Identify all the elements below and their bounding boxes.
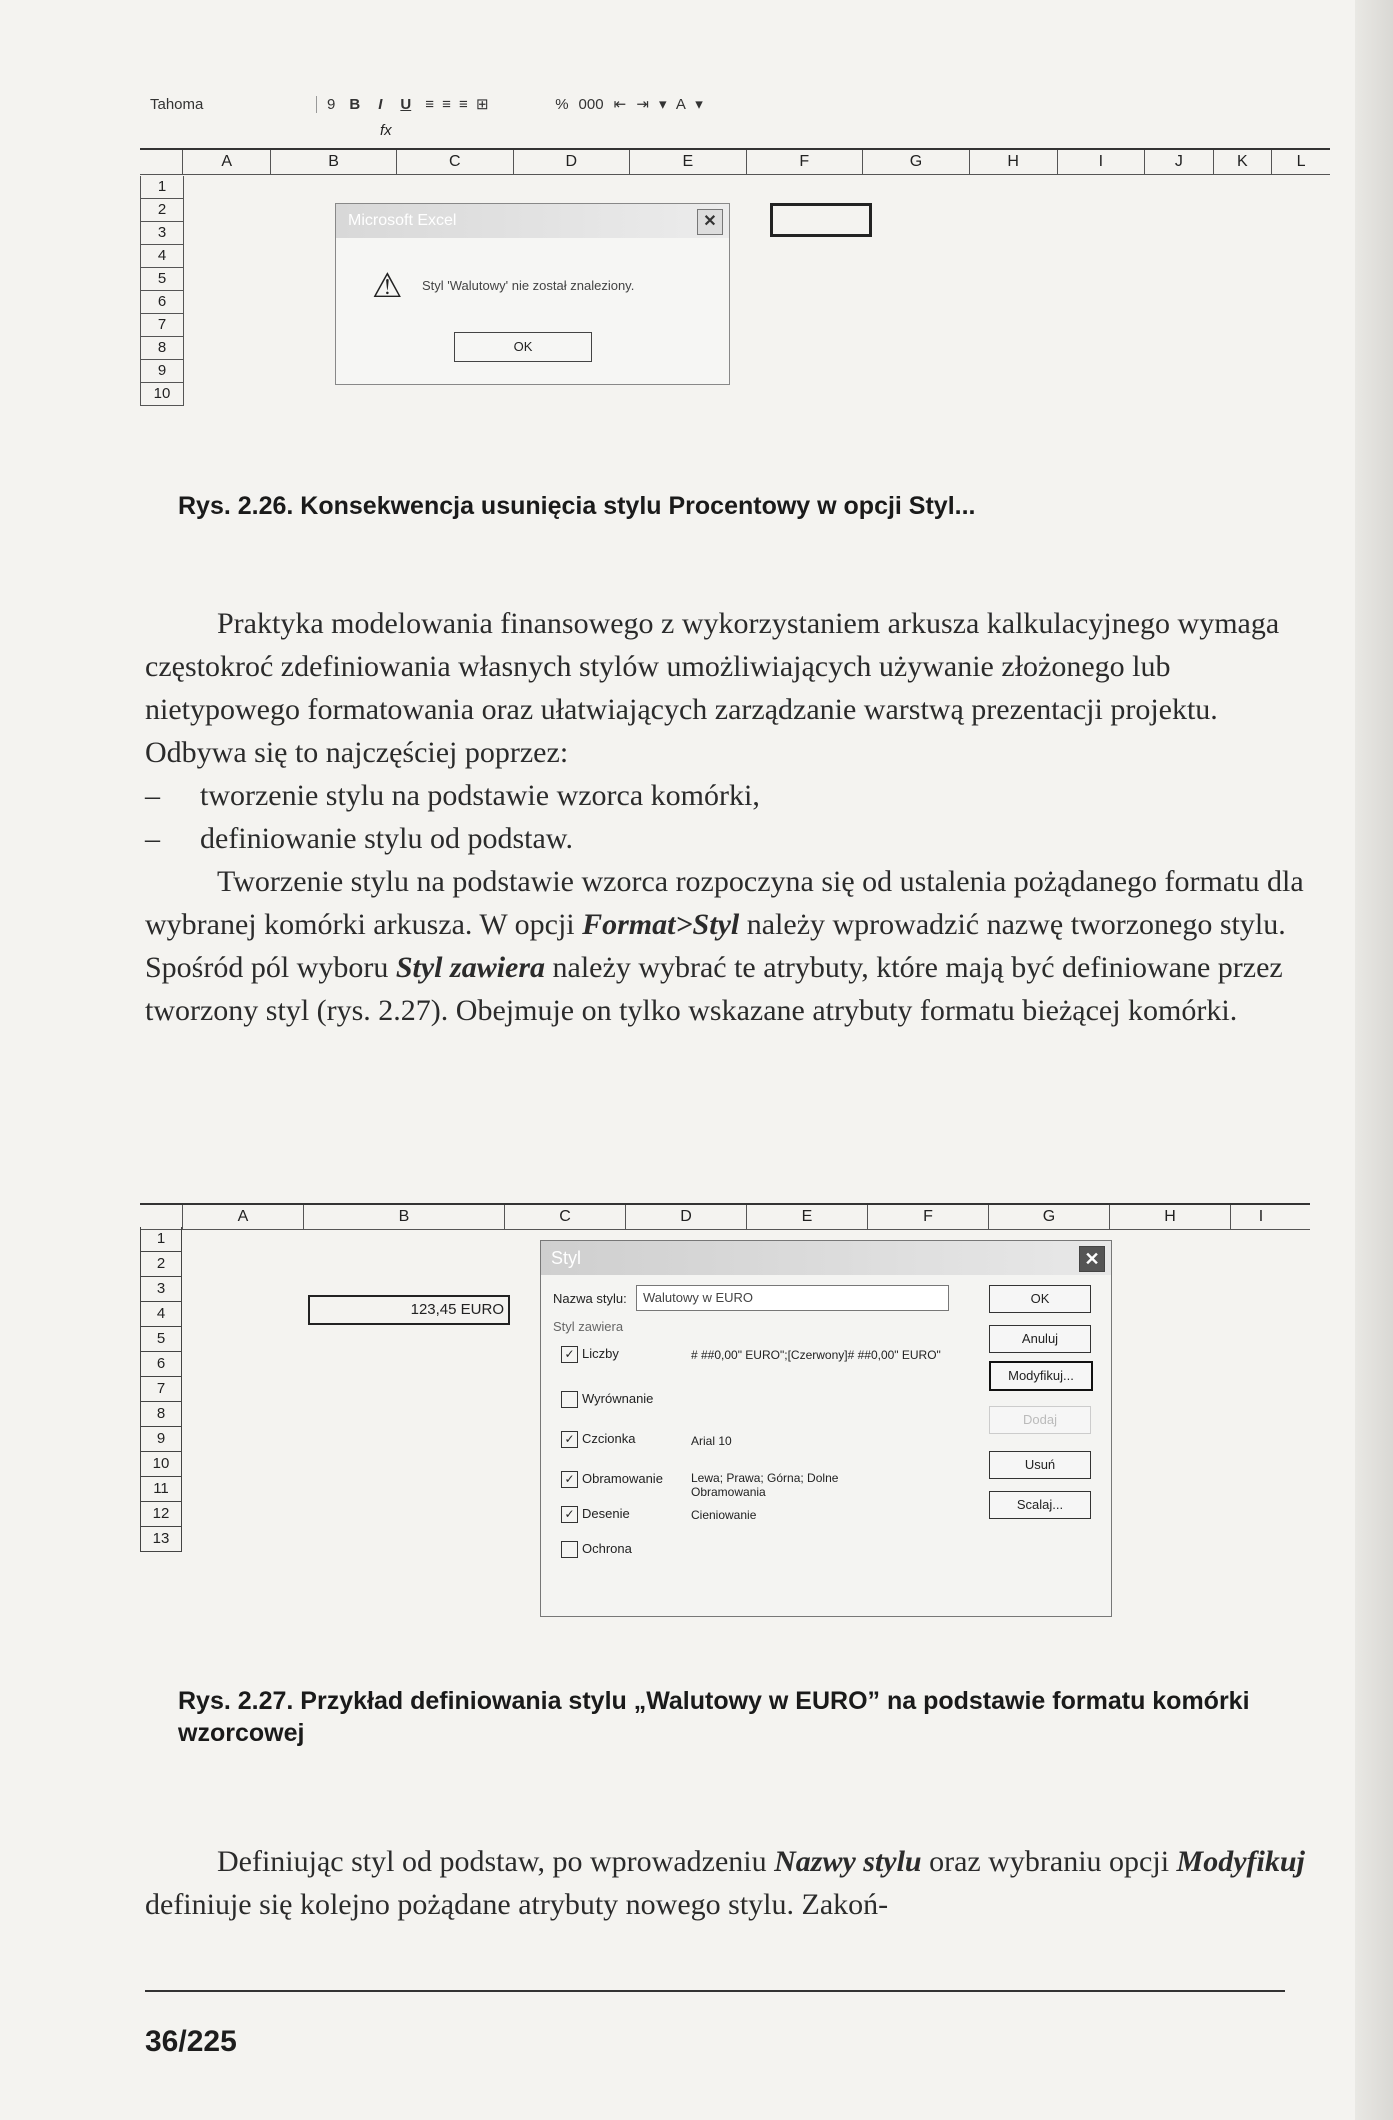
font-name-box[interactable]: Tahoma <box>150 96 317 113</box>
add-button[interactable]: Dodaj <box>989 1406 1091 1434</box>
row-header[interactable]: 12 <box>140 1502 182 1527</box>
column-header[interactable]: C <box>397 150 513 174</box>
row-header[interactable]: 4 <box>140 1302 182 1327</box>
option-protection[interactable] <box>561 1541 632 1558</box>
text-run: Definiując styl od podstaw, po wprowadzeniu <box>217 1845 775 1878</box>
row-header[interactable]: 10 <box>140 1452 182 1477</box>
list-dash: – <box>145 822 160 855</box>
option-label: Obramowanie <box>582 1471 663 1486</box>
row-header[interactable]: 3 <box>140 222 184 245</box>
column-header[interactable]: J <box>1145 150 1213 174</box>
figure-excel-error <box>140 78 1330 438</box>
row-header[interactable]: 7 <box>140 1377 182 1402</box>
column-header[interactable]: F <box>747 150 863 174</box>
close-icon[interactable]: ✕ <box>697 209 723 235</box>
footer-rule <box>145 1990 1285 1992</box>
option-label: Liczby <box>582 1346 619 1361</box>
format-buttons-icon[interactable]: ⇤ ⇥ ▾ A ▾ <box>613 96 706 113</box>
option-numbers[interactable] <box>561 1346 619 1363</box>
row-header[interactable]: 6 <box>140 1352 182 1377</box>
option-label: Ochrona <box>582 1541 632 1556</box>
corner-cell[interactable] <box>140 150 183 174</box>
selected-cell[interactable] <box>770 203 872 237</box>
paragraph <box>145 860 1325 1032</box>
column-header[interactable]: A <box>183 150 271 174</box>
figure-style-dialog <box>140 1195 1310 1625</box>
paragraph <box>145 1840 1325 1926</box>
column-header[interactable]: D <box>514 150 630 174</box>
column-header[interactable]: F <box>868 1205 989 1229</box>
row-headers <box>140 176 184 406</box>
row-header[interactable]: 3 <box>140 1277 182 1302</box>
delete-button[interactable]: Usuń <box>989 1451 1091 1479</box>
checkbox-numbers[interactable]: ✓ <box>561 1346 578 1363</box>
ok-button[interactable]: OK <box>454 332 592 362</box>
dialog-title-text: Microsoft Excel <box>348 212 457 229</box>
text-run: definiuje się kolejno pożądane atrybuty nowego stylu. Zakoń- <box>145 1888 889 1921</box>
option-alignment[interactable] <box>561 1391 653 1408</box>
row-header[interactable]: 2 <box>140 199 184 222</box>
underline-button[interactable]: U <box>400 95 412 113</box>
column-header[interactable]: G <box>863 150 970 174</box>
column-header[interactable]: G <box>989 1205 1110 1229</box>
page-number: 36/225 <box>145 2025 237 2058</box>
checkbox-font[interactable]: ✓ <box>561 1431 578 1448</box>
row-header[interactable]: 10 <box>140 383 184 406</box>
body-text-2 <box>145 1840 1325 1926</box>
row-headers <box>140 1227 182 1552</box>
option-detail: Cieniowanie <box>691 1508 757 1522</box>
figure-caption-1: Rys. 2.26. Konsekwencja usunięcia stylu Procentowy w opcji Styl... <box>178 492 976 520</box>
option-patterns[interactable] <box>561 1506 630 1523</box>
row-header[interactable]: 9 <box>140 360 184 383</box>
style-contains-label: Styl zawiera <box>553 1319 624 1334</box>
column-header[interactable]: K <box>1214 150 1273 174</box>
text-run: Tworzenie stylu na podstawie wzorca rozpoczyna się od ustalenia pożądanego formatu dla wybranej komórki arkusza. W opcji <box>145 865 1304 941</box>
font-size-box[interactable]: 9 <box>327 95 336 113</box>
dialog-title-text: Styl <box>551 1248 582 1268</box>
close-icon[interactable]: ✕ <box>1079 1246 1105 1272</box>
column-header[interactable]: L <box>1296 153 1306 170</box>
column-header[interactable]: C <box>505 1205 626 1229</box>
fx-icon: fx <box>380 122 392 139</box>
error-dialog <box>335 203 730 385</box>
style-name-label: Nazwa stylu: <box>553 1291 627 1306</box>
column-header[interactable]: A <box>183 1205 304 1229</box>
checkbox-alignment[interactable] <box>561 1391 578 1408</box>
checkbox-border[interactable]: ✓ <box>561 1471 578 1488</box>
column-header[interactable]: E <box>630 150 746 174</box>
italic-button[interactable]: I <box>378 95 383 113</box>
option-detail: Arial 10 <box>691 1434 732 1448</box>
option-label: Wyrównanie <box>582 1391 654 1406</box>
list-item-text: tworzenie stylu na podstawie wzorca komórki, <box>200 779 760 812</box>
row-header[interactable]: 6 <box>140 291 184 314</box>
spreadsheet-grid <box>140 1203 1310 1230</box>
row-header[interactable]: 1 <box>140 1227 182 1252</box>
ok-button[interactable]: OK <box>989 1285 1091 1313</box>
term: Nazwy stylu <box>774 1845 922 1878</box>
column-header[interactable]: B <box>304 1205 505 1229</box>
bold-button[interactable]: B <box>349 95 361 113</box>
column-header[interactable]: D <box>626 1205 747 1229</box>
option-font[interactable] <box>561 1431 635 1448</box>
row-header[interactable]: 8 <box>140 337 184 360</box>
page-edge <box>1355 0 1393 2120</box>
column-headers <box>140 1205 1310 1230</box>
warning-icon: ⚠ <box>372 267 403 305</box>
option-detail: Lewa; Prawa; Górna; Dolne Obramowania <box>691 1471 839 1499</box>
list-dash: – <box>145 779 160 812</box>
figure-caption-2: Rys. 2.27. Przykład definiowania stylu „Walutowy w EURO” na podstawie formatu komórki wzorcowej <box>178 1687 1250 1747</box>
column-header[interactable]: H <box>970 150 1058 174</box>
corner-cell[interactable] <box>140 1205 183 1229</box>
text-run: oraz wybraniu opcji <box>921 1845 1177 1878</box>
column-header[interactable]: I <box>1058 150 1146 174</box>
paragraph: Praktyka modelowania finansowego z wykorzystaniem arkusza kalkulacyjnego wymaga częstokroć zdefiniowania własnych stylów umożliwiających używanie złożonego lub nietypowego formatowania oraz ułatwiających zarządzanie warstwą prezentacji projektu. Odbywa się to najczęściej poprzez: <box>145 607 1280 769</box>
column-header[interactable]: I <box>1258 1208 1264 1225</box>
row-header[interactable]: 13 <box>140 1527 182 1552</box>
merge-button[interactable]: Scalaj... <box>989 1491 1091 1519</box>
dialog-message: Styl 'Walutowy' nie został znaleziony. <box>422 278 635 293</box>
cancel-button[interactable]: Anuluj <box>989 1325 1091 1353</box>
list-item-text: definiowanie stylu od podstaw. <box>200 822 573 855</box>
align-buttons-icon[interactable]: ≡ ≡ ≡ ⊞ <box>425 96 491 113</box>
row-header[interactable]: 1 <box>140 176 184 199</box>
row-header[interactable]: 5 <box>140 1327 182 1352</box>
percent-button[interactable]: % <box>555 95 569 113</box>
row-header[interactable]: 9 <box>140 1427 182 1452</box>
row-header[interactable]: 2 <box>140 1252 182 1277</box>
checkbox-protection[interactable] <box>561 1541 578 1558</box>
thousands-button[interactable]: 000 <box>578 95 604 113</box>
modify-button[interactable]: Modyfikuj... <box>989 1361 1093 1391</box>
list-item <box>145 774 1325 817</box>
list-item <box>145 817 1325 860</box>
option-border[interactable] <box>561 1471 663 1488</box>
checkbox-patterns[interactable]: ✓ <box>561 1506 578 1523</box>
formatting-toolbar <box>150 86 1150 122</box>
body-text-1 <box>145 602 1325 1032</box>
dialog-title <box>336 204 729 238</box>
style-name-input[interactable]: Walutowy w EURO <box>636 1285 949 1311</box>
style-dialog <box>540 1240 1112 1617</box>
column-header[interactable]: B <box>271 150 397 174</box>
dialog-title <box>541 1241 1111 1275</box>
menu-path: Format>Styl <box>582 908 740 941</box>
option-label: Czcionka <box>582 1431 636 1446</box>
row-header[interactable]: 8 <box>140 1402 182 1427</box>
selected-cell-b3[interactable]: 123,45 EURO <box>308 1295 510 1325</box>
column-header[interactable]: E <box>747 1205 868 1229</box>
row-header[interactable]: 4 <box>140 245 184 268</box>
row-header[interactable]: 5 <box>140 268 184 291</box>
row-header[interactable]: 11 <box>140 1477 182 1502</box>
term: Modyfikuj <box>1176 1845 1305 1878</box>
option-detail: # ##0,00" EURO";[Czerwony]# ##0,00" EURO" <box>691 1348 941 1362</box>
option-label: Desenie <box>582 1506 630 1521</box>
column-headers <box>140 150 1330 175</box>
text-run: należy wprowadzić nazwę tworzonego stylu. Spośród pól wyboru <box>145 908 1286 984</box>
row-header[interactable]: 7 <box>140 314 184 337</box>
option-name: Styl zawiera <box>395 951 546 984</box>
column-header[interactable]: H <box>1110 1205 1231 1229</box>
text-run: należy wybrać te atrybuty, które mają być definiowane przez tworzony styl (rys. 2.27). Obejmuje on tylko wskazane atrybuty formatu bieżącej komórki. <box>145 951 1283 1027</box>
